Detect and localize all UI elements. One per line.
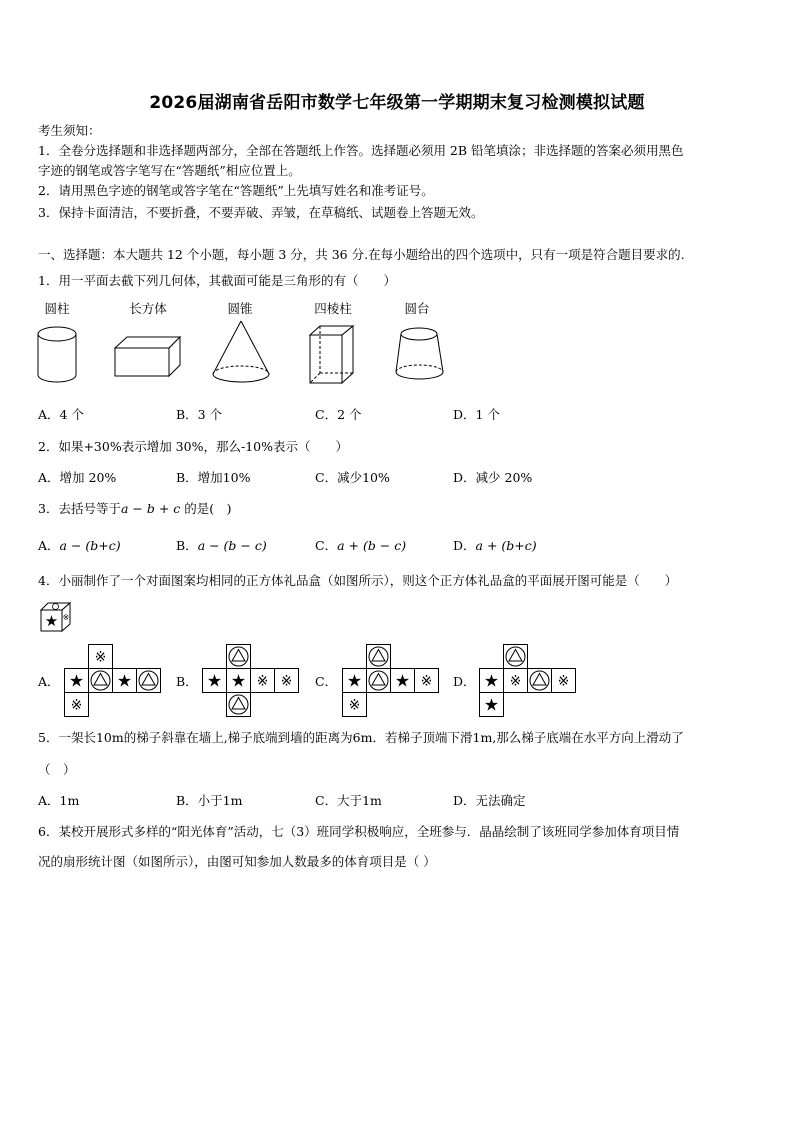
net-cell (367, 669, 391, 693)
svg-text:★: ★ (44, 612, 59, 630)
q5-option-b[interactable]: B．小于1m (176, 793, 243, 808)
net-cell (480, 669, 504, 693)
q3-option-d[interactable]: D．a + (b+c) (453, 538, 537, 553)
net-cell (251, 669, 275, 693)
cube-net-d[interactable] (479, 644, 579, 718)
shape-label-cone: 圆锥 (227, 301, 253, 316)
notice-item: 字迹的钢笔或答字笔写在“答题纸”相应位置上。 (38, 163, 301, 178)
q3-stem-math: a − b + c (120, 501, 181, 516)
net-cell (227, 693, 251, 717)
q4-option-b-label[interactable]: B． (176, 674, 198, 689)
net-cell (89, 645, 113, 669)
q1-option-c[interactable]: C．2 个 (315, 407, 362, 422)
q2-option-c[interactable]: C．减少10% (315, 470, 390, 485)
net-cell (275, 669, 299, 693)
cylinder-figure (37, 326, 79, 384)
shape-label-frustum: 圆台 (404, 301, 430, 316)
q2-option-d[interactable]: D．减少 20% (453, 470, 533, 485)
net-cell (415, 669, 439, 693)
q2-option-a[interactable]: A．增加 20% (38, 470, 117, 485)
q2-option-b[interactable]: B．增加10% (176, 470, 251, 485)
star-icon: ★ (483, 671, 500, 692)
q5-option-c[interactable]: C．大于1m (315, 793, 382, 808)
gift-cube-figure (40, 602, 72, 632)
notice-heading: 考生须知： (38, 123, 101, 138)
question-6-stem-cont: 况的扇形统计图（如图所示），由图可知参加人数最多的体育项目是（ ） (38, 854, 436, 869)
net-cell (343, 693, 367, 717)
q5-option-a[interactable]: A．1m (38, 793, 80, 808)
question-6-stem: 6．某校开展形式多样的“阳光体育”活动，七（3）班同学积极响应，全班参与．晶晶绘制了该班同学参加体育项目情 (38, 824, 680, 839)
star-icon: ★ (68, 671, 85, 692)
reference-mark-icon: ※ (509, 673, 522, 690)
shape-label-cylinder: 圆柱 (44, 301, 70, 316)
net-cell (65, 669, 89, 693)
prism-figure (309, 325, 355, 385)
shape-label-prism: 四棱柱 (314, 301, 352, 316)
star-icon: ★ (483, 695, 500, 716)
net-cell (552, 669, 576, 693)
page-title: 2026届湖南省岳阳市数学七年级第一学期期末复习检测模拟试题 (149, 93, 645, 113)
star-icon: ★ (346, 671, 363, 692)
net-cell (528, 669, 552, 693)
q5-option-d[interactable]: D．无法确定 (453, 793, 526, 808)
reference-mark-icon: ※ (256, 673, 269, 690)
question-2-stem: 2．如果+30%表示增加 30%，那么-10%表示（ ） (38, 439, 348, 454)
net-cell (343, 669, 367, 693)
q3-option-b[interactable]: B．a − (b − c) (176, 538, 267, 553)
question-4-stem: 4．小丽制作了一个对面图案均相同的正方体礼品盒（如图所示），则这个正方体礼品盒的平面展开图可能是（ ） (38, 573, 678, 588)
net-cell (367, 645, 391, 669)
cuboid-figure (114, 336, 182, 378)
cube-net-c[interactable] (342, 644, 442, 718)
net-cell (65, 693, 89, 717)
question-1-stem: 1．用一平面去截下列几何体，其截面可能是三角形的有（ ） (38, 273, 396, 288)
net-cell (480, 693, 504, 717)
q4-option-c-label[interactable]: C． (315, 674, 338, 689)
star-icon: ★ (116, 671, 133, 692)
q4-option-d-label[interactable]: D． (453, 674, 476, 689)
reference-mark-icon: ※ (348, 697, 361, 714)
net-cell (89, 669, 113, 693)
question-3-stem (38, 499, 232, 517)
q1-option-a[interactable]: A．4 个 (38, 407, 84, 422)
svg-text:※: ※ (62, 613, 70, 622)
q4-option-a-label[interactable]: A． (38, 674, 60, 689)
reference-mark-icon: ※ (280, 673, 293, 690)
notice-item: 2．请用黑色字迹的钢笔或答字笔在“答题纸”上先填写姓名和准考证号。 (38, 183, 434, 198)
star-icon: ★ (230, 671, 247, 692)
net-cell (504, 669, 528, 693)
net-cell (504, 645, 528, 669)
star-icon: ★ (394, 671, 411, 692)
notice-item: 1．全卷分选择题和非选择题两部分，全部在答题纸上作答。选择题必须用 2B 铅笔填涂；非选择题的答案必须用黑色 (38, 143, 684, 158)
question-5-stem: 5．一架长10m的梯子斜靠在墙上,梯子底端到墙的距离为6m．若梯子顶端下滑1m,那么梯子底端在水平方向上滑动了 (38, 730, 684, 745)
reference-mark-icon: ※ (557, 673, 570, 690)
q1-option-b[interactable]: B．3 个 (176, 407, 223, 422)
frustum-figure (395, 326, 447, 384)
reference-mark-icon: ※ (420, 673, 433, 690)
net-cell (113, 669, 137, 693)
q3-stem-post: 的是( ) (180, 501, 232, 516)
cube-net-b[interactable] (202, 644, 302, 718)
shape-label-cuboid: 长方体 (129, 301, 167, 316)
star-icon: ★ (206, 671, 223, 692)
q3-stem-pre: 3．去括号等于 (38, 501, 121, 516)
q3-option-a[interactable]: A．a − (b+c) (38, 538, 121, 553)
cone-figure (211, 320, 273, 386)
net-cell (137, 669, 161, 693)
reference-mark-icon: ※ (70, 697, 83, 714)
cube-net-a[interactable] (64, 644, 164, 718)
net-cell (227, 645, 251, 669)
q3-option-c[interactable]: C．a + (b − c) (315, 538, 407, 553)
net-cell (227, 669, 251, 693)
question-5-stem-cont: （ ） (38, 762, 76, 777)
q1-option-d[interactable]: D．1 个 (453, 407, 500, 422)
notice-item: 3．保持卡面清洁，不要折叠，不要弄破、弄皱，在草稿纸、试题卷上答题无效。 (38, 205, 484, 220)
net-cell (203, 669, 227, 693)
net-cell (391, 669, 415, 693)
reference-mark-icon: ※ (94, 649, 107, 666)
section-heading: 一、选择题：本大题共 12 个小题，每小题 3 分，共 36 分.在每小题给出的四个选项中，只有一项是符合题目要求的. (38, 247, 685, 262)
